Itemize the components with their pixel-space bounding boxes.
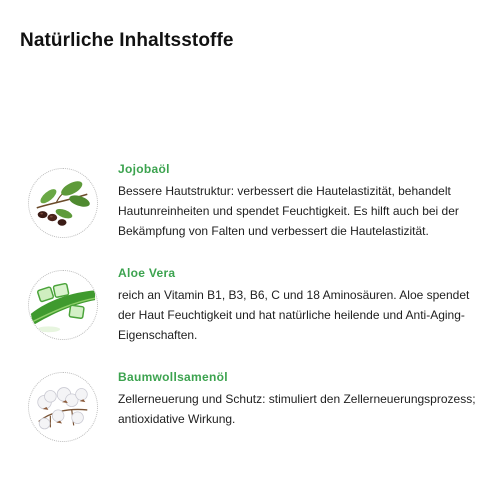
jojoba-image xyxy=(28,168,98,238)
cotton-image xyxy=(28,372,98,442)
ingredient-description: Bessere Hautstruktur: verbessert die Hautelastizität, behandelt Hautunreinheiten und spendet Feuchtigkeit. Es hilft auch bei der Bekämpfung von Falten und verbessert die Hautelastizität. xyxy=(118,184,459,238)
page-title: Natürliche Inhaltsstoffe xyxy=(20,30,234,51)
ingredient-description: reich an Vitamin B1, B3, B6, C und 18 Aminosäuren. Aloe spendet der Haut Feuchtigkeit und hat natürliche heilende und Anti-Aging-Eigenschaften. xyxy=(118,288,470,342)
aloe-vera-image xyxy=(28,270,98,340)
ingredient-name: Aloe Vera xyxy=(118,266,176,280)
ingredient-description: Zellerneuerung und Schutz: stimuliert den Zellerneuerungsprozess; antioxidative Wirkung. xyxy=(118,392,476,426)
ingredient-name: Jojobaöl xyxy=(118,162,170,176)
ingredient-name: Baumwollsamenöl xyxy=(118,370,228,384)
